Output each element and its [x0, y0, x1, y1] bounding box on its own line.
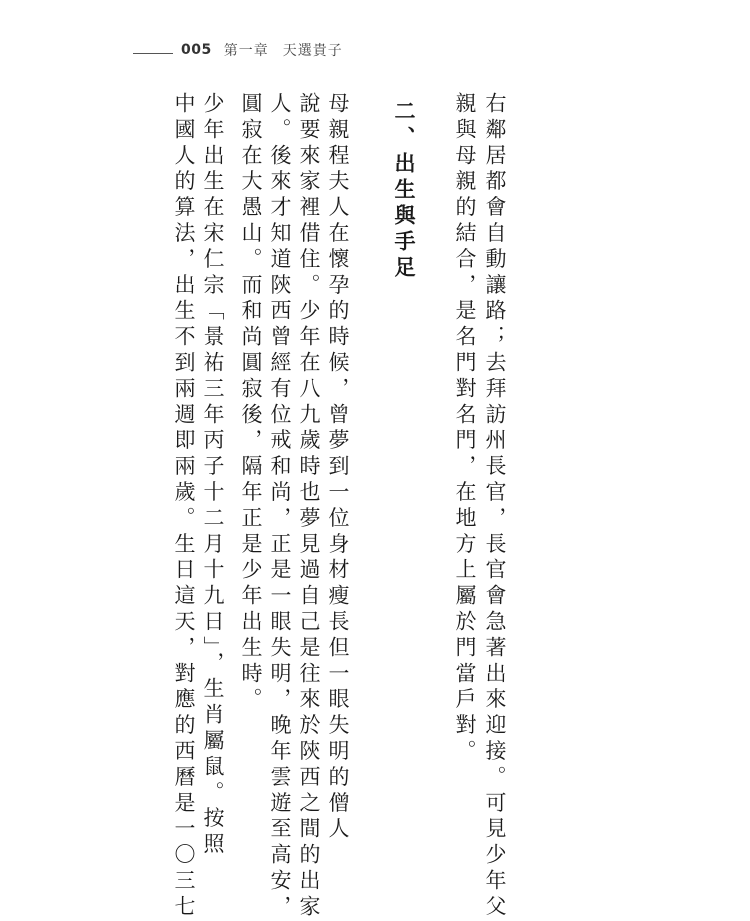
chapter-label: 第一章 — [223, 43, 269, 59]
text-line: 母親程夫人在懷孕的時候，曾夢到一位身材瘦長但一眼失明的僧人 — [326, 92, 350, 844]
text-line: 右鄰居都會自動讓路；去拜訪州長官，長官會急著出來迎接。可見少年父 — [483, 92, 507, 921]
text-line: 少年出生在宋仁宗「景祐三年丙子十二月十九日」，生肖屬鼠。按照 — [201, 92, 225, 859]
text-line: 中國人的算法，出生不到兩週即兩歲。生日這天，對應的西曆是一〇三七 — [172, 92, 196, 921]
chapter-title: 天選貴子 — [282, 43, 343, 59]
text-line: 親與母親的結合，是名門對名門，在地方上屬於門當戶對。 — [453, 92, 477, 766]
page-number: 005 — [181, 42, 212, 58]
text-line: 說要來家裡借住。少年在八九歲時也夢見過自己是往來於陝西之間的出家 — [297, 92, 321, 921]
text-line: 人。後來才知道陝西曾經有位戒和尚，正是一眼失明，晚年雲遊至高安， — [268, 92, 292, 921]
section-heading: 二、出生與手足 — [392, 100, 416, 282]
text-line: 圓寂在大愚山。而和尚圓寂後，隔年正是少年出生時。 — [239, 92, 263, 714]
running-header — [133, 38, 343, 62]
header-rule — [133, 53, 173, 54]
